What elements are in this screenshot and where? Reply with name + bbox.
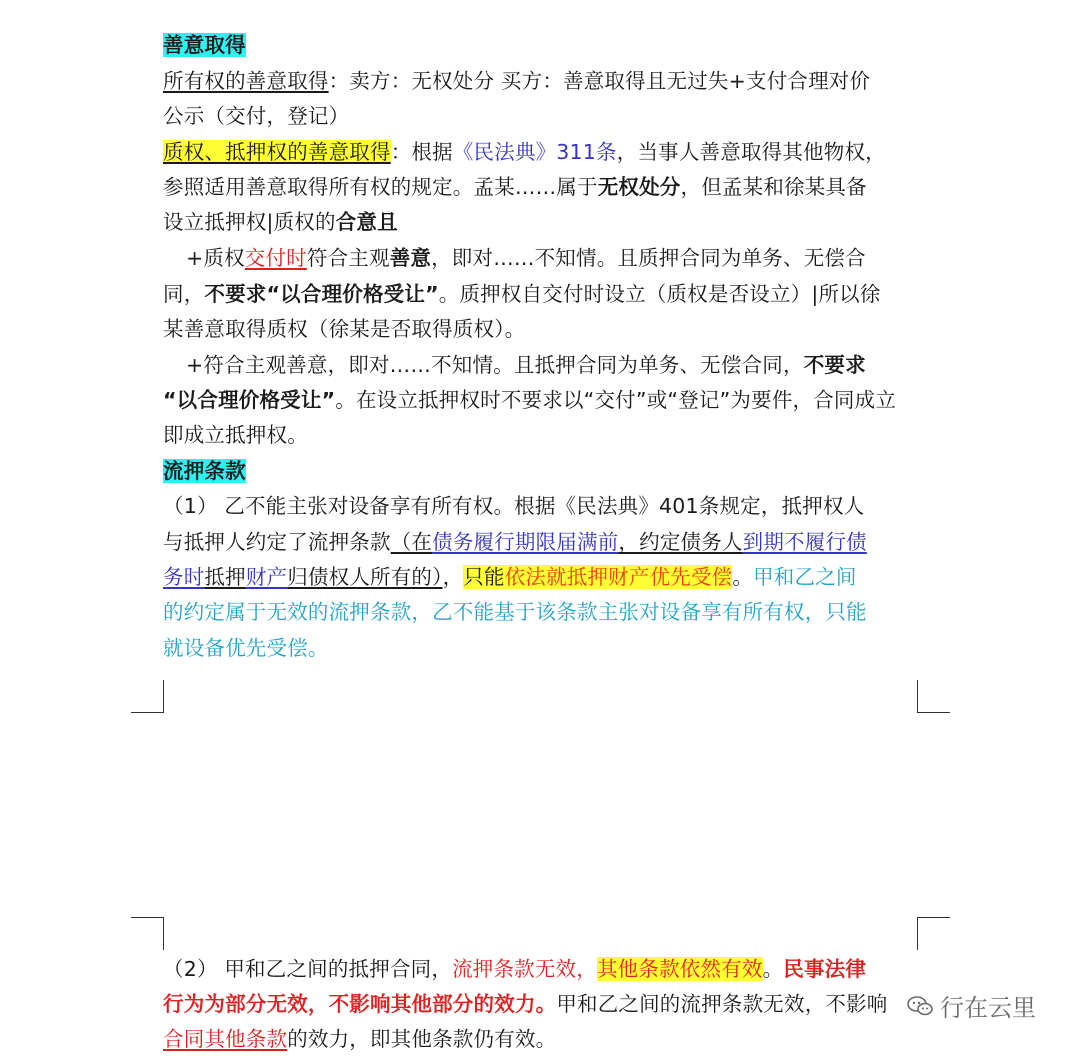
paragraph-line: 参照适用善意取得所有权的规定。孟某……属于无权处分，但孟某和徐某具备 <box>163 175 867 199</box>
wechat-icon <box>906 995 934 1017</box>
paragraph-line: “以合理价格受让”。在设立抵押权时不要求以“交付”或“登记”为要件，合同成立 <box>163 388 897 412</box>
page-corner-mark <box>131 917 164 950</box>
paragraph-line: 就设备优先受偿。 <box>163 636 329 660</box>
heading-good-faith: 善意取得 <box>163 33 246 57</box>
paragraph-line: 某善意取得质权（徐某是否取得质权）。 <box>163 317 526 341</box>
paragraph-line: +符合主观善意，即对……不知情。且抵押合同为单务、无偿合同，不要求 <box>186 353 866 377</box>
paragraph-line: （1） 乙不能主张对设备享有所有权。根据《民法典》401条规定，抵押权人 <box>163 494 865 518</box>
paragraph-line: +质权交付时符合主观善意，即对……不知情。且质押合同为单务、无偿合 <box>186 246 866 270</box>
heading-forfeiture-clause: 流押条款 <box>163 459 246 483</box>
paragraph-line: 公示（交付，登记） <box>163 104 350 128</box>
paragraph-line: 行为为部分无效，不影响其他部分的效力。甲和乙之间的流押条款无效，不影响 <box>163 992 888 1016</box>
paragraph-line: （2） 甲和乙之间的抵押合同，流押条款无效，其他条款依然有效。民事法律 <box>163 957 867 981</box>
page-corner-mark <box>917 680 950 713</box>
watermark <box>906 988 1036 1023</box>
paragraph-line: 质权、抵押权的善意取得：根据《民法典》311条，当事人善意取得其他物权， <box>163 140 886 164</box>
page-corner-mark <box>131 680 164 713</box>
paragraph-line: 合同其他条款的效力，即其他条款仍有效。 <box>163 1027 557 1051</box>
page-corner-mark <box>917 917 950 950</box>
watermark-text: 行在云里 <box>940 994 1036 1022</box>
paragraph-line: 设立抵押权|质权的合意且 <box>163 210 398 234</box>
paragraph-line: 即成立抵押权。 <box>163 423 308 447</box>
paragraph-line: 所有权的善意取得：卖方：无权处分 买方：善意取得且无过失+支付合理对价 <box>163 69 871 93</box>
paragraph-line: 与抵押人约定了流押条款（在债务履行期限届满前，约定债务人到期不履行债 <box>163 530 867 554</box>
paragraph-line: 同，不要求“以合理价格受让”。质押权自交付时设立（质权是否设立）|所以徐 <box>163 282 881 306</box>
paragraph-line: 务时抵押财产归债权人所有的），只能依法就抵押财产优先受偿。甲和乙之间 <box>163 565 857 589</box>
paragraph-line: 的约定属于无效的流押条款，乙不能基于该条款主张对设备享有所有权，只能 <box>163 600 867 624</box>
